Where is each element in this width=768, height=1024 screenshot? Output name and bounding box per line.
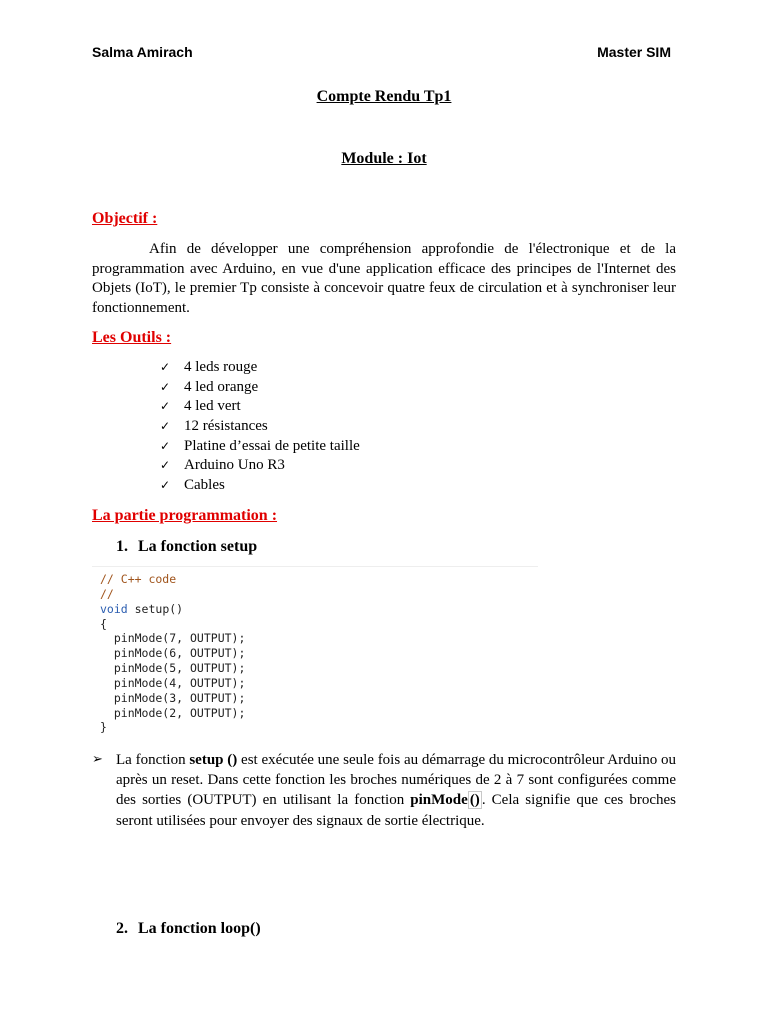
section-setup-heading [116, 538, 257, 556]
code-comment: // C++ code [100, 572, 177, 586]
section-number: 2. [116, 920, 128, 937]
check-icon: ✓ [160, 399, 171, 414]
list-item [160, 397, 360, 417]
list-item [160, 437, 360, 457]
code-line: pinMode(2, OUTPUT); [100, 705, 246, 720]
code-brace-open: { [100, 616, 107, 631]
tool-label: 12 résistances [184, 418, 268, 435]
section-title: La fonction setup [138, 538, 258, 555]
tool-label: Platine d’essai de petite taille [184, 437, 360, 454]
section-number: 1. [116, 538, 128, 555]
arrow-bullet-icon: ➢ [92, 752, 103, 767]
tool-label: Arduino Uno R3 [184, 457, 285, 474]
objectif-paragraph [92, 240, 676, 318]
check-icon: ✓ [160, 379, 171, 394]
list-item [160, 456, 360, 476]
bold-part-boxed: () [469, 792, 480, 809]
bold-part: pinMode [410, 792, 468, 809]
programmation-heading: La partie programmation : [92, 507, 278, 524]
code-block [92, 566, 538, 739]
tool-label: 4 led vert [184, 398, 241, 415]
code-line: pinMode(3, OUTPUT); [100, 690, 246, 705]
code-keyword: void [100, 601, 128, 616]
check-icon: ✓ [160, 360, 171, 374]
code-line: pinMode(7, OUTPUT); [100, 631, 246, 646]
module-title: Module : Iot [341, 150, 427, 167]
check-icon: ✓ [160, 478, 171, 493]
check-icon: ✓ [160, 458, 171, 473]
tool-label: Cables [184, 477, 225, 494]
objectif-text: Afin de développer une compréhension approfondie de l'électronique et de la programmation avec Arduino, en vue d'une application efficace des principes de l'Internet des Objets (IoT), le premier Tp consiste à concevoir quatre feux de circulation et à synchroniser leur fonctionnement. [92, 241, 676, 316]
tool-label: 4 led orange [184, 378, 259, 395]
section-title: La fonction loop() [138, 920, 261, 937]
code-line: pinMode(5, OUTPUT); [100, 661, 246, 676]
code-comment: // [100, 586, 114, 601]
code-line: pinMode(6, OUTPUT); [100, 646, 246, 661]
document-title: Compte Rendu Tp1 [316, 88, 452, 105]
code-signature: setup() [127, 601, 184, 616]
header-author: Salma Amirach [92, 44, 193, 60]
tool-label: 4 leds rouge [184, 359, 258, 375]
check-icon: ✓ [160, 438, 171, 453]
list-item [160, 378, 360, 398]
objectif-heading: Objectif : [92, 210, 158, 227]
list-item [160, 476, 360, 496]
header-program: Master SIM [597, 44, 671, 60]
section-loop-heading [116, 920, 261, 938]
check-icon: ✓ [160, 419, 171, 434]
bold-run: setup () [189, 752, 238, 768]
code-line: pinMode(4, OUTPUT); [100, 675, 246, 690]
bold-run [410, 791, 482, 809]
text-run: est exécutée une seule fois au démarrage du microcontrôleur Arduino ou après un reset. Dans cette fonction les broches numériques de 2 à 7 sont configurées comme des sorties (OUTPUT) en utilisant la fonction [116, 752, 677, 809]
text-run: La fonction [116, 752, 190, 768]
list-item [160, 417, 360, 437]
outils-heading: Les Outils : [92, 329, 172, 346]
list-item [160, 358, 360, 378]
tools-list [160, 358, 360, 496]
code-brace-close: } [100, 720, 107, 735]
setup-explanation [92, 750, 676, 831]
text-run: . Cela signifie que ces broches seront utilisées pour envoyer des signaux de sortie électrique. [116, 792, 676, 829]
explanation-text [116, 750, 676, 831]
